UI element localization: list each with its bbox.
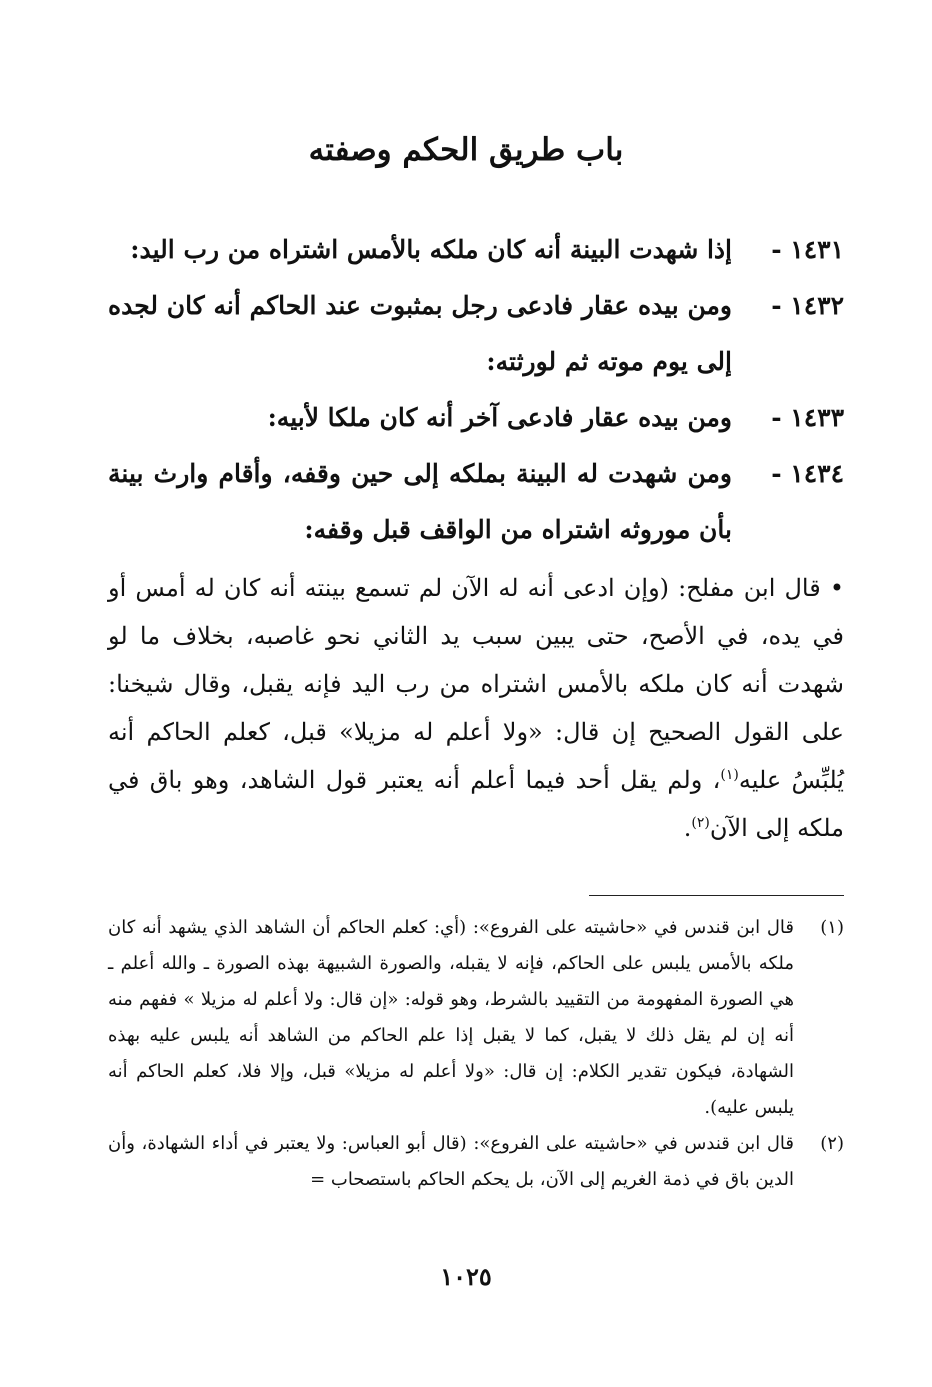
footnote-text: قال ابن قندس في «حاشيته على الفروع»: (قال أبو العباس: ولا يعتبر في أداء الشهادة، وأن الدين باق في ذمة الغريم إلى الآن، بل يحكم الحاكم باستصحاب = — [108, 1133, 794, 1190]
item-1434 — [108, 446, 844, 558]
footnote-ref-2[interactable]: (٢) — [691, 815, 710, 831]
footnote-1 — [108, 910, 844, 1126]
numbered-items — [108, 222, 844, 558]
item-number: ١٤٣٢ - — [771, 291, 844, 320]
footnote-2 — [108, 1126, 844, 1198]
quote-text-part-2: ، ولم يقل أحد فيما أعلم أنه يعتبر قول الشاهد، وهو باق في ملكه إلى الآن — [108, 766, 844, 842]
quote-text-part-3: . — [683, 814, 692, 842]
footnote-text: قال ابن قندس في «حاشيته على الفروع»: (أي: كعلم الحاكم أن الشاهد الذي يشهد أنه كان ملكه بالأمس يلبس على الحاكم، فإنه لا يقبله، والصورة الشبيهة بهذه الصورة ـ والله أعلم ـ هي الصورة المفهومة من التقييد بالشرط، وهو قوله: «إن قال: ولا أعلم له مزيلا » ففهم منه أنه إن لم يقل ذلك لا يقبل، كما لا يقبل إذا علم الحاكم من الشاهد أنه يلبس عليه بهذه الشهادة، فيكون تقدير الكلام: إن قال: «ولا أعلم له مزيلا» قبل، وإلا فلا، كعلم الحاكم أنه يلبس عليه). — [108, 917, 794, 1118]
item-number: ١٤٣١ - — [771, 235, 844, 264]
item-text: ومن شهدت له البينة بملكه إلى حين وقفه، وأقام وارث بينة بأن موروثه اشتراه من الواقف قبل وقفه: — [108, 459, 732, 544]
page-number: ١٠٢٥ — [440, 1262, 492, 1291]
footnotes — [108, 910, 844, 1198]
item-text: إذا شهدت البينة أنه كان ملكه بالأمس اشتراه من رب اليد: — [130, 235, 732, 264]
chapter-title: باب طريق الحكم وصفته — [308, 132, 624, 168]
item-1431 — [108, 222, 844, 278]
footnote-number: (٢) — [820, 1133, 844, 1154]
quoted-paragraph — [108, 564, 844, 852]
item-text: ومن بيده عقار فادعى رجل بمثبوت عند الحاكم أنه كان لجده إلى يوم موته ثم لورثته: — [108, 291, 732, 376]
quote-text-part-1: قال ابن مفلح: (وإن ادعى أنه له الآن لم تسمع بينته أنه كان له أمس أو في يده، في الأصح، حتى يبين سبب يد الثاني نحو غاصبه، بخلاف ما لو شهدت أنه كان ملكه بالأمس اشتراه من رب اليد فإنه يقبل، وقال شيخنا: على القول الصحيح إن قال: «ولا أعلم له مزيلا» قبل، كعلم الحاكم أنه يُلبِّسُ عليه — [108, 574, 844, 794]
footnote-separator — [589, 895, 844, 896]
item-text: ومن بيده عقار فادعى آخر أنه كان ملكا لأبيه: — [267, 403, 732, 432]
footnote-ref-1[interactable]: (١) — [720, 767, 739, 783]
footnote-number: (١) — [820, 917, 844, 938]
item-1433 — [108, 390, 844, 446]
item-number: ١٤٣٤ - — [771, 459, 844, 488]
bullet-icon: • — [829, 574, 844, 602]
item-1432 — [108, 278, 844, 390]
item-number: ١٤٣٣ - — [771, 403, 844, 432]
